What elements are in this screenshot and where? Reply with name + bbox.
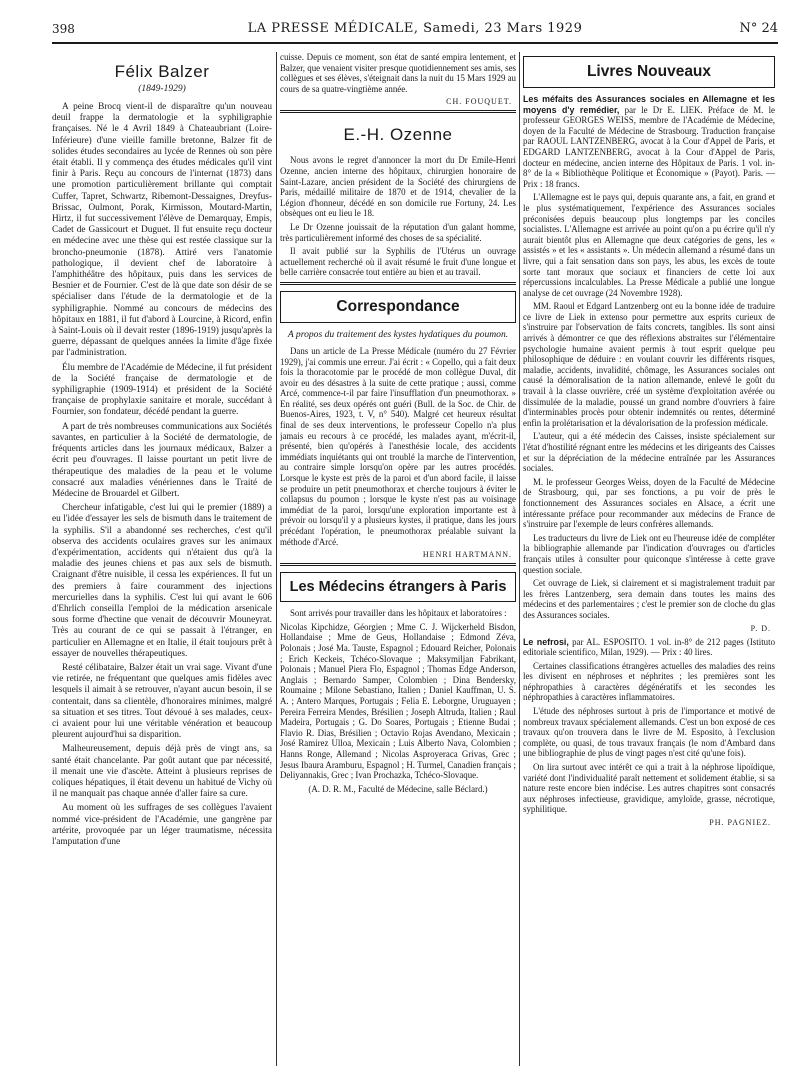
paragraph: Dans un article de La Presse Médicale (numéro du 27 Février 1929), j'ai commis une erreur. J'ai écrit : « Copello, qui a fait deux fois la thoracotomie par le procédé de mon collègue Duval, dit avoir eu des désastres à la suite de cette pratique ; aussi, comme Arcé, commence-t-il par faire l'insufflation d'un pneumothorax. » En réalité, ses deux opérés ont guéri (Bull. de la Soc. de Chir. de Buenos-Aires, 1923, t. V, n° 540). Malgré cet heureux résultat final de ses deux interventions, le professeur Copello n'a plus jamais eu recours à ce procédé, les malades ayant, m'écrit-il, présenté, bien qu'opérés à l'anesthésie locale, des accidents immédiats inquiétants qui ont troublé la marche de l'intervention, au contraire simple lorsqu'on opère par les autres procédés. Lorsque le kyste est près de la paroi et d'un abord facile, il laisse se produire un petit pneumothorax et cherche toujours à éviter le collapsus du poumon ; lorsque le kyste n'est pas au voisinage immédiat de la paroi, lorsqu'une exploration importante est à prévoir ou lorsqu'il y a plusieurs kystes, il pratique, dans les jours précédant l'opération, le pneumothorax préalable suivant la méthode d'Arcé. [280, 345, 516, 547]
paragraph: On lira surtout avec intérêt ce qui a trait à la néphrose lipoïdique, variété dont l'individualité paraît nettement et solidement établie, si sa nature reste encore bien indécise. Les autres chapitres sont consacrés aux néphroses infectieuse, gravidique, amyloïde, grasse, nécrotique, syphilitique. [523, 762, 775, 815]
paragraph: cuisse. Depuis ce moment, son état de santé empira lentement, et Balzer, que venaient visiter presque quotidiennement ses amis, ses collègues et ses élèves, s'éteignait dans la nuit du 15 Mars 1929 au cours de sa quatre-vingtième année. [280, 52, 516, 94]
paragraph: L'Allemagne est le pays qui, depuis quarante ans, a fait, en grand et le plus systématiquement, l'expérience des Assurances sociales préconisées depuis beaucoup plus longtemps par les conciles socialistes. L'Allemagne est arrivée au point qu'on a pu écrire qu'il n'y aurait bientôt plus en Allemagne que deux catégories de gens, les « assistés » et les « assistants ». Un médecin allemand a résumé dans un livre, qui a fait sensation dans son pays, les abus, les excès de toute sorte tant moraux que sociaux et financiers de cette loi aux répercussions incalculables. La Presse Médicale a publié une longue analyse de cet ouvrage (24 Novembre 1928). [523, 192, 775, 298]
paragraph: Les traducteurs du livre de Liek ont eu l'heureuse idée de compléter la bibliographie allemande par l'indication d'ouvrages ou d'articles français utiles à consulter pour quiconque s'intéresse à cette grave question sociale. [523, 532, 775, 575]
paragraph: Élu membre de l'Académie de Médecine, il fut président de la Société française de dermatologie et de syphiligraphie (1909-1914) et président de la Société française de prophylaxie sanitaire et morale, succédant à Fournier, son fondateur, décédé pendant la guerre. [52, 362, 272, 418]
signature: P. D. [750, 623, 771, 633]
paragraph: Certaines classifications étrangères actuelles des maladies des reins les divisent en néphroses et néphrites ; les premières sont les néphropathies à caractères dégénératifs et les secondes les néphropathies à caractères inflammatoires. [523, 660, 775, 703]
paragraph: Le Dr Ozenne jouissait de la réputation d'un galant homme, très particulièrement informé des choses de sa spécialité. [280, 221, 516, 243]
physician-list: Nicolas Kipchidze, Géorgien ; Mme C. J. Wijckerheld Bisdon, Hollandaise ; Mme de Geus, Hollandaise ; Edmond Zéva, Polonais ; José Ma. Tauste, Espagnol ; Edouard Reicher, Polonais ; Erich Keckeis, Tchéco-Slovaque ; Maksymiljan Fabrikant, Polonais ; Manuel Piera Flo, Espagnol ; Thomas Edge Anderson, Anglais ; Bernardo Samper, Colombien ; Dina Bendersky, Roumaine ; Milone Sebastiano, Italien ; Daniel Kauffman, U. S. A. ; Antero Marques, Portugais ; Felia E. Leborgne, Uruguayen ; Pereira Ferreira Mendes, Brésilien ; Joseph Altruda, Italien ; Raul Madeira, Portugais ; G. Do Soares, Portugais ; Etienne Budai ; Flavio R. Dias, Brésilien ; Octavio Rojas Avendano, Mexicain ; José Ramirez Ulloa, Mexicain ; Luis Alberto Nava, Colombien ; Hanns Ronge, Allemand ; Nicolas Asproyeraca Grivas, Grec ; Jesus Ibaura Aramburu, Espagnol ; H. Turmel, Canadien français ; Deliyannakis, Grec ; Ivan Prochazka, Tchéco-Slovaque. [280, 621, 516, 781]
paragraph: L'auteur, qui a été médecin des Caisses, insiste spécialement sur l'état d'hostilité régnant entre les médecins et les dirigeants des Caisses et sur la dépréciation de la médecine entraînée par les Assurances sociales. [523, 431, 775, 474]
paragraph: Au moment où les suffrages de ses collègues l'avaient nommé vice-président de l'Académie, une gangrène par artérite, provoquée par un léger traumatisme, nécessita l'amputation d'une [52, 803, 272, 847]
signature: PH. PAGNIEZ. [709, 818, 771, 827]
book-review [523, 94, 775, 189]
paragraph: Cet ouvrage de Liek, si clairement et si magistralement traduit par les frères Lantzenberg, sera demain dans toutes les mains des médecins et des parlementaires ; c'est le premier son de cloche du glas des Assurances sociales. [523, 578, 775, 620]
paragraph: Sont arrivés pour travailler dans les hôpitaux et laboratoires : [290, 608, 507, 619]
page-header [52, 20, 778, 44]
column-divider [519, 52, 520, 1066]
page-number: 398 [52, 22, 75, 36]
paragraph: M. le professeur Georges Weiss, doyen de la Faculté de Médecine de Strasbourg, qui, par ses fonctions, a pu voir de près le fonctionnement des Assurances sociales en Alsace, a écrit une intéressante préface pour recommander aux médecins de France de s'instruire par l'exemple de leurs confrères allemands. [523, 476, 775, 530]
section-footer: (A. D. R. M., Faculté de Médecine, salle Béclard.) [308, 783, 488, 794]
book-details: par AL. ESPOSITO. 1 vol. in-8° de 212 pages (Istituto editoriale scientifico, Milan, 1929). — Prix : 40 lires. [523, 636, 775, 658]
signature: CH. FOUQUET. [446, 97, 512, 107]
section-heading-box [280, 291, 516, 323]
column-middle [280, 52, 516, 1066]
paragraph: A peine Brocq vient-il de disparaître qu'un nouveau deuil frappe la dermatologie et la syphiligraphie françaises. Né le 4 Avril 1849 à Chateaubriant (Loire-Inférieure) d'une vieille famille bretonne, Balzer fit de solides études secondaires au lycée de Rennes où son père était établi. Il y commença des études médicales qu'il vint finir à Paris. Reçu au concours de l'internat (1873) dans une promotion particulièrement brillante qui comptait Cuffer, Tapret, Schwartz, Ribemont-Dessaignes, Dreyfus-Brissac, Oulmont, Porak, Kirmisson, Moutard-Martin, Hirtz, il fut successivement l'élève de Demarquay, Empis, Cadet de Gassicourt et Duguet. Il fut ensuite reçu docteur en médecine avec une thèse qui est restée classique sur la broncho-pneumonie (1878). Attiré vers l'anatomie pathologique, il devient chef de laboratoire à l'amphithéâtre des hôpitaux, puis dans les services de Besnier et de Fournier. C'est de là que date son désir de se spécialiser dans l'étude de la dermatologie et de la syphiligraphie. Nommé au concours de médecins des hôpitaux en 1881, il fut d'abord à Lourcine, à Ricord, enfin à Saint-Louis où il devait rester (1896-1919) jusqu'après la guerre, dépassant de quelques années la limite d'âge fixée par l'administration. [52, 102, 272, 359]
section-title-livres: Livres Nouveaux [586, 63, 712, 80]
paragraph: Resté célibataire, Balzer était un vrai sage. Vivant d'une vie retirée, ne fréquentant que quelques amis fidèles avec lesquels il aimait à se retrouver, n'ayant aucun besoin, il se contentait, dans sa clientèle, d'honoraires minimes, malgré sa situation et ses titres. Tout dévoué à ses malades, ceux-ci avaient pour lui une véritable vénération et beaucoup pleurent aujourd'hui sa disparition. [52, 662, 272, 741]
book-review [523, 637, 775, 658]
article-dates-balzer: (1849-1929) [138, 84, 186, 94]
section-heading-box [523, 56, 775, 88]
paragraph: Chercheur infatigable, c'est lui qui le premier (1889) a eu l'idée d'essayer les sels de bismuth dans le traitement de la syphilis. S'il a abandonné ses recherches, c'est qu'il observa des accidents oculaires graves sur les animaux d'expérimentation, accidents qui n'étaient dus qu'à la maladie des jeunes chiens et pas aux sels de bismuth. Craignant d'être nuisible, il cessa les expériences. Il fut un des premiers à faire couramment des injections mercurielles dans la syphilis. C'est lui qui avant le 606 d'Ehrlich conseilla l'emploi de la médication arsenicale sous forme d'hectine que venait de découvrir Mouneyrat. Très au courant de ce qui se passait à l'étranger, en particulier en Allemagne et en Italie, il était toujours prêt à essayer de nouvelles thérapeutiques. [52, 503, 272, 659]
column-right [523, 52, 775, 1066]
issue-number: N° 24 [739, 21, 778, 36]
paragraph: MM. Raoul et Edgard Lantzenberg ont eu la bonne idée de traduire ce livre de Liek in extenso pour permettre aux esprits curieux de s'instruire par l'observation de faits concrets, tangibles. Ils sont ainsi arrivés à démontrer ce que des réflexions abstraites sur l'élémentaire psychologie humaine avaient permis à tout esprit quelque peu philosophique de déduire : en voulant couvrir les différents risques, maladie, accidents, invalidité, chômage, les Assurances sociales ont causé la démoralisation de la nation allemande, enlevé le goût du travail à la classe ouvrière, créé un système d'exploitation avérée ou dissimulée de la maladie, poussé un grand nombre d'ouvriers à faire d'interminables procès pour obtenir indemnités ou rentes, déterminé enfin la prolétarisation et la dévalorisation de la profession médicale. [523, 301, 775, 428]
section-heading-box [280, 572, 516, 602]
signature: HENRI HARTMANN. [422, 550, 512, 560]
paragraph: L'étude des néphroses surtout à pris de l'importance et motivé de nombreux travaux spécialement allemands. C'est un bon exposé de ces travaux qu'on trouvera dans le livre de M. Esposito, à l'exclusion complète, ou quasi, de tous travaux français (le nom d'Ambard dans une bibliographie de plus de vingt pages n'est cité qu'une fois). [523, 706, 775, 759]
article-title-ozenne: E.-H. Ozenne [343, 125, 453, 145]
column-left [52, 52, 272, 1066]
paragraph: A part de très nombreuses communications aux Sociétés savantes, en particulier à la Société de dermatologie, de fréquents articles dans les journaux médicaux, Balzer a écrit peu d'ouvrages. Il laisse pourtant un petit livre de thérapeutique des maladies de la peau et le volume consacré aux maladies vénériennes dans le Traité de Médecine de Brouardel et Gilbert. [52, 421, 272, 499]
book-title: Le nefrosi, [523, 636, 569, 647]
article-title-balzer: Félix Balzer [114, 62, 210, 81]
section-correspondance [280, 282, 516, 559]
book-details: par le Dr E. LIEK. Préface de M. le professeur GEORGES WEISS, membre de l'Académie de Médecine, doyen de la Faculté de Médecine de Strasbourg. Traduction française par RAOUL LANTZENBERG, avocat à la Cour d'Appel de Paris, et EDGARD LANTZENBERG, avocat à la Cour d'Appel de Paris, docteur en médecine, ancien interne des Hôpitaux de Paris. 1 vol. in-8° de la « Bibliothèque Politique et Économique » (Payot). Paris. — Prix : 18 francs. [523, 104, 775, 189]
book-title: Les méfaits des Assurances sociales en Allemagne et les moyens d'y remédier, [523, 94, 775, 115]
paragraph: Malheureusement, depuis déjà près de vingt ans, sa santé était chancelante. Par goût autant que par nécessité, il menait une vie d'ascète. Atteint à plusieurs reprises de coliques hépatiques, il était devenu un habitué de Vichy où il ne manquait pas chaque année d'aller faire sa cure. [52, 744, 272, 800]
section-medecins [280, 563, 516, 794]
paragraph: Nous avons le regret d'annoncer la mort du Dr Emile-Henri Ozenne, ancien interne des hôpitaux, chirurgien honoraire de Saint-Lazare, ancien président de la Société des chirurgiens de Paris, médaillé militaire de 1870 et de 1914, chevalier de la Légion d'honneur, décédé en son domicile rue Fortuny, 24. Les obsèques ont eu lieu le 18. [280, 155, 516, 219]
section-ozenne [280, 110, 516, 278]
section-title-medecins: Les Médecins étrangers à Paris [289, 579, 507, 596]
paragraph: Il avait publié sur la Syphilis de l'Utérus un ouvrage actuellement recherché où il avait résumé le fruit d'une longue et belle carrière consacrée tout entière au bien et au travail. [280, 246, 516, 278]
column-divider [276, 52, 277, 1066]
journal-title: LA PRESSE MÉDICALE, Samedi, 23 Mars 1929 [247, 21, 583, 36]
section-title-correspondance: Correspondance [336, 297, 460, 315]
article-subtitle: A propos du traitement des kystes hydatiques du poumon. [287, 328, 509, 340]
